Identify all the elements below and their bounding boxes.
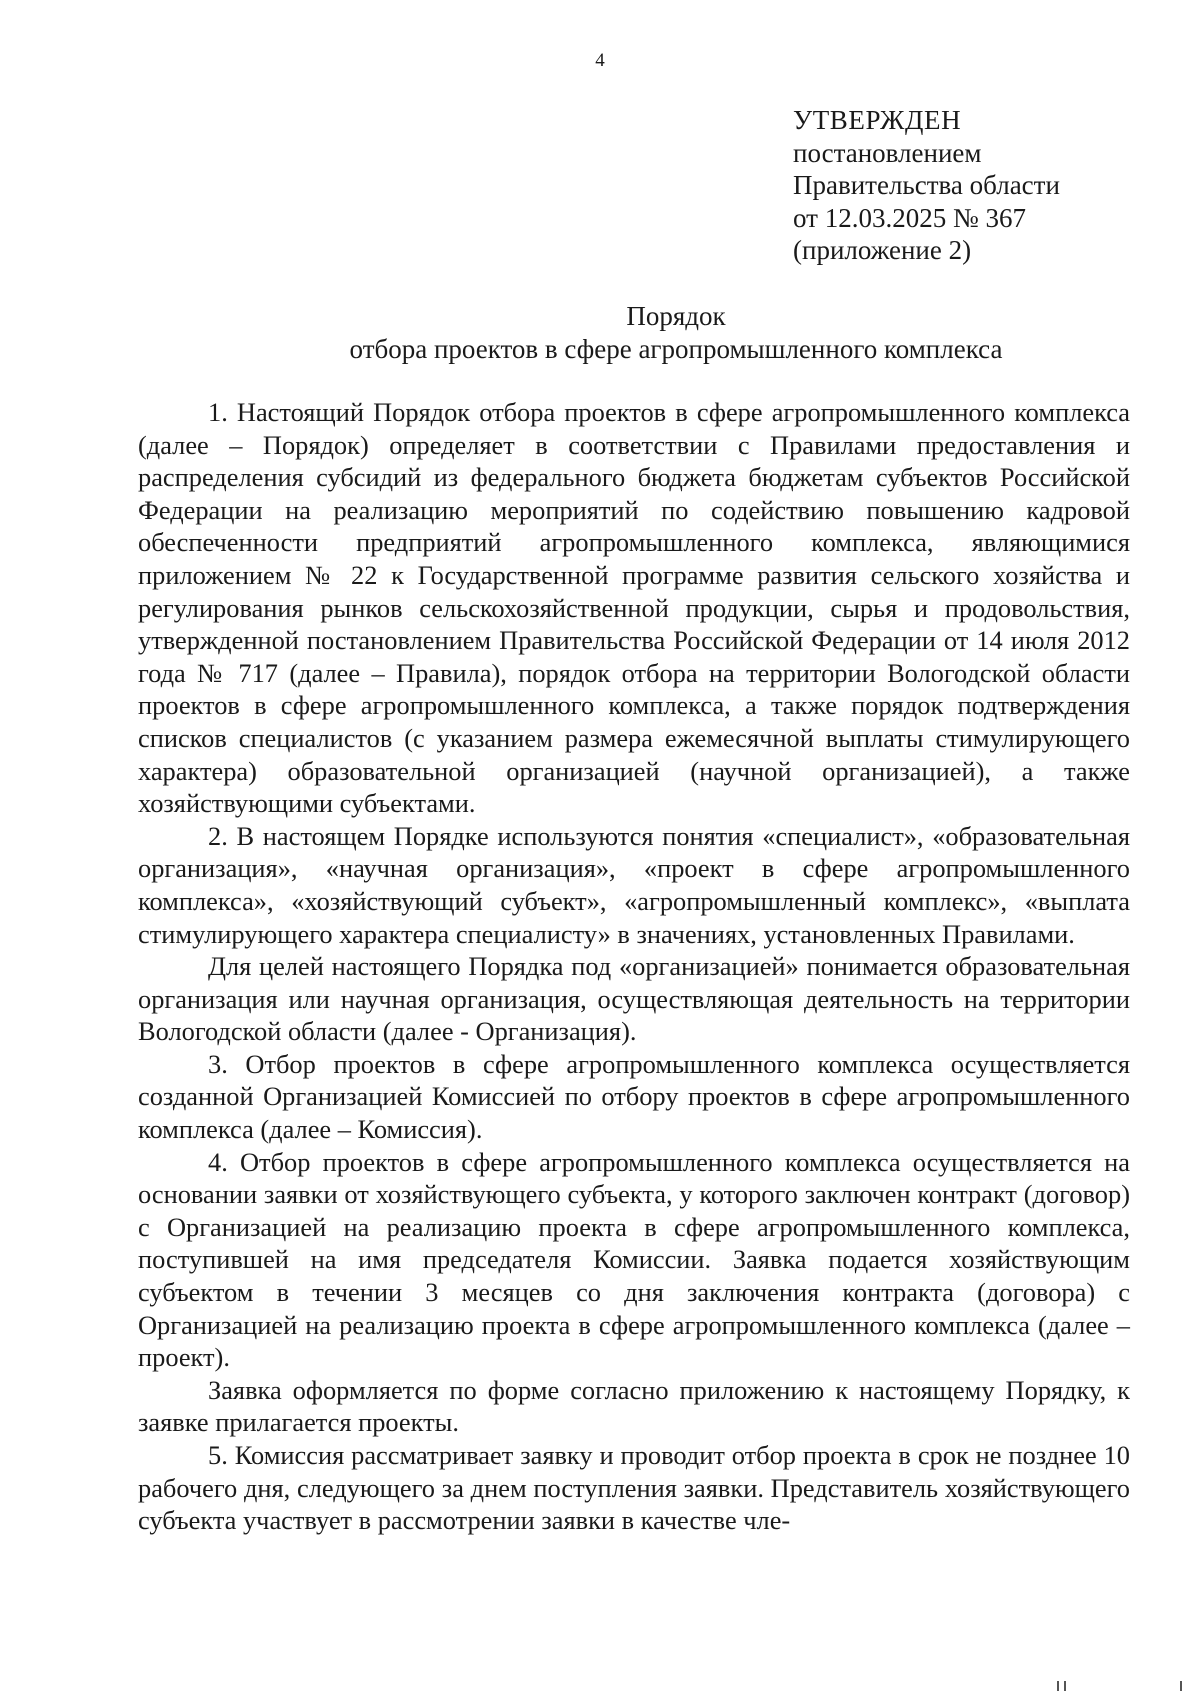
document-body <box>138 396 1130 1537</box>
approval-line-appendix: (приложение 2) <box>793 235 972 265</box>
approval-heading: УТВЕРЖДЕН <box>793 105 962 135</box>
paragraph-4-application-form: Заявка оформляется по форме согласно приложению к настоящему Порядку, к заявке прилагается проекты. <box>138 1374 1130 1438</box>
paragraph-3: 3. Отбор проектов в сфере агропромышленного комплекса осуществляется созданной Организацией Комиссией по отбору проектов в сфере агропромышленного комплекса (далее – Комиссия). <box>138 1048 1130 1145</box>
paragraph-2-organization-definition: Для целей настоящего Порядка под «организацией» понимается образовательная организация или научная организация, осуществляющая деятельность на территории Вологодской области (далее - Организация). <box>138 951 1130 1047</box>
document-title <box>316 300 1036 366</box>
approval-line-government: Правительства области <box>793 170 1060 200</box>
page-number: 4 <box>595 50 605 71</box>
paragraph-1: 1. Настоящий Порядок отбора проектов в сфере агропромышленного комплекса (далее – Порядок) определяет в соответствии с Правилами предоставления и распределения субсидий из федерального бюджета бюджетам субъектов Российской Федерации на реализацию мероприятий по содействию повышению кадровой обеспеченности предприятий агропромышленного комплекса, являющимися приложением № 22 к Государственной программе развития сельского хозяйства и регулирования рынков сельскохозяйственной продукции, сырья и продовольствия, утвержденной постановлением Правительства Российской Федерации от 14 июля 2012 года № 717 (далее – Правила), порядок отбора на территории Вологодской области проектов в сфере агропромышленного комплекса, а также порядок подтверждения списков специалистов (с указанием размера ежемесячной выплаты стимулирующего характера) образовательной организацией (научной организацией), а также хозяйствующими субъектами. <box>138 397 1130 819</box>
approval-line-date-number: от 12.03.2025 № 367 <box>793 202 1026 233</box>
title-line-1: Порядок <box>626 301 726 331</box>
title-line-2: отбора проектов в сфере агропромышленного комплекса <box>349 334 1003 364</box>
paragraph-4: 4. Отбор проектов в сфере агропромышленного комплекса осуществляется на основании заявки от хозяйствующего субъекта, у которого заключен контракт (договор) с Организацией на реализацию проекта в сфере агропромышленного комплекса, поступившей на имя председателя Комиссии. Заявка подается хозяйствующим субъектом в течении 3 месяцев со дня заключения контракта (договора) с Организацией на реализацию проекта в сфере агропромышленного комплекса (далее – проект). <box>138 1146 1130 1373</box>
paragraph-5: 5. Комиссия рассматривает заявку и проводит отбор проекта в срок не позднее 10 рабочего дня, следующего за днем поступления заявки. Представитель хозяйствующего субъекта участвует в рассмотрении заявки в качестве чле- <box>138 1440 1130 1536</box>
scan-artifact-mark <box>1180 1681 1182 1691</box>
scan-artifact-mark <box>1057 1681 1059 1691</box>
approval-line-resolution: постановлением <box>793 137 982 168</box>
approval-stamp-block <box>793 104 1060 267</box>
scan-artifact-mark <box>1064 1681 1066 1691</box>
paragraph-2: 2. В настоящем Порядке используются понятия «специалист», «образовательная организация», «научная организация», «проект в сфере агропромышленного комплекса», «хозяйствующий субъект», «агропромышленный комплекс», «выплата стимулирующего характера специалисту» в значениях, установленных Правилами. <box>138 820 1130 949</box>
